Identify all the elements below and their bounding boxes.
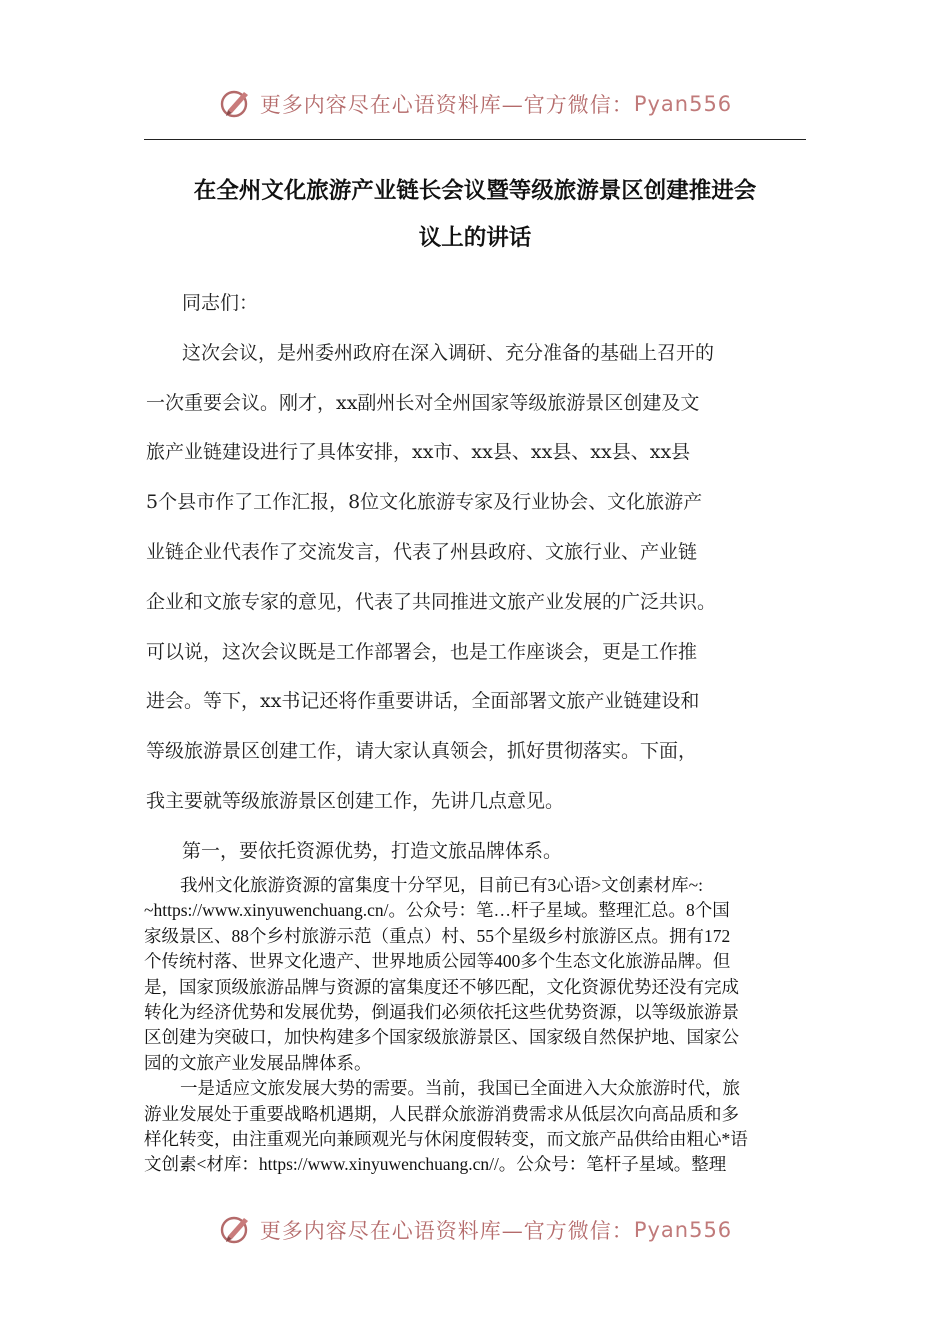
paragraph-line: ~https://www.xinyuwenchuang.cn/。公众号：笔…杆子星域。整理汇总。8个国 [144, 900, 730, 921]
paragraph-line: 游业发展处于重要战略机遇期，人民群众旅游消费需求从低层次向高品质和多 [144, 1103, 739, 1124]
pen-logo-icon [218, 1212, 254, 1248]
title-line: 议上的讲话 [418, 225, 532, 251]
footer-banner-text: 更多内容尽在心语资料库—官方微信： [259, 1219, 634, 1243]
paragraph-line: 园的文旅产业发展品牌体系。 [144, 1052, 372, 1073]
footer-banner [0, 1210, 950, 1250]
paragraph-line: 样化转变，由注重观光向兼顾观光与休闲度假转变，而文旅产品供给由粗心*语 [144, 1129, 748, 1150]
header-wechat-id: Pyan556 [633, 92, 733, 116]
paragraph-line: 进会。等下，xx书记还将作重要讲话，全面部署文旅产业链建设和 [146, 690, 700, 713]
footer-wechat-id: Pyan556 [633, 1218, 733, 1242]
pen-logo-icon [218, 86, 254, 122]
header-divider [144, 139, 806, 140]
header-banner-text: 更多内容尽在心语资料库—官方微信： [259, 93, 634, 117]
speech-body-section2 [144, 873, 804, 1178]
section-heading: 第一，要依托资源优势，打造文旅品牌体系。 [182, 839, 563, 862]
paragraph-line: 家级景区、88个乡村旅游示范（重点）村、55个星级乡村旅游区点。拥有172 [144, 925, 731, 946]
paragraph-line: 这次会议，是州委州政府在深入调研、充分准备的基础上召开的 [182, 341, 715, 364]
paragraph-line: 一次重要会议。刚才，xx副州长对全州国家等级旅游景区创建及文 [146, 391, 700, 414]
paragraph-line: 是，国家顶级旅游品牌与资源的富集度还不够匹配，文化资源优势还没有完成 [144, 976, 739, 997]
paragraph-line: 5个县市作了工作汇报，8位文化旅游专家及行业协会、文化旅游产 [146, 491, 703, 514]
paragraph-line: 一是适应文旅发展大势的需要。当前，我国已全面进入大众旅游时代，旅 [180, 1078, 740, 1099]
paragraph-line: 转化为经济优势和发展优势，倒逼我们必须依托这些优势资源，以等级旅游景 [144, 1002, 739, 1023]
paragraph-line: 区创建为突破口，加快构建多个国家级旅游景区、国家级自然保护地、国家公 [144, 1027, 739, 1048]
paragraph-line: 旅产业链建设进行了具体安排，xx市、xx县、xx县、xx县、xx县 [146, 441, 691, 464]
paragraph-line: 我主要就等级旅游景区创建工作，先讲几点意见。 [146, 789, 565, 812]
paragraph-line: 业链企业代表作了交流发言，代表了州县政府、文旅行业、产业链 [146, 540, 698, 563]
speech-body-section1 [146, 279, 810, 877]
title-line: 在全州文化旅游产业链长会议暨等级旅游景区创建推进会 [193, 178, 757, 204]
paragraph-line: 文创素<材库：https://www.xinyuwenchuang.cn//。公众号：笔杆子星域。整理 [144, 1154, 727, 1175]
paragraph-line: 企业和文旅专家的意见，代表了共同推进文旅产业发展的广泛共识。 [146, 590, 717, 613]
paragraph-line: 个传统村落、世界文化遗产、世界地质公园等400多个生态文化旅游品牌。但 [144, 951, 731, 972]
paragraph-line: 我州文化旅游资源的富集度十分罕见，目前已有3心语>文创素材库~: [180, 875, 703, 895]
paragraph-line: 等级旅游景区创建工作，请大家认真领会，抓好贯彻落实。下面， [146, 740, 698, 763]
header-banner [0, 84, 950, 124]
salutation: 同志们： [182, 292, 259, 314]
paragraph-line: 可以说，这次会议既是工作部署会，也是工作座谈会，更是工作推 [146, 640, 698, 663]
page-title [144, 168, 806, 262]
